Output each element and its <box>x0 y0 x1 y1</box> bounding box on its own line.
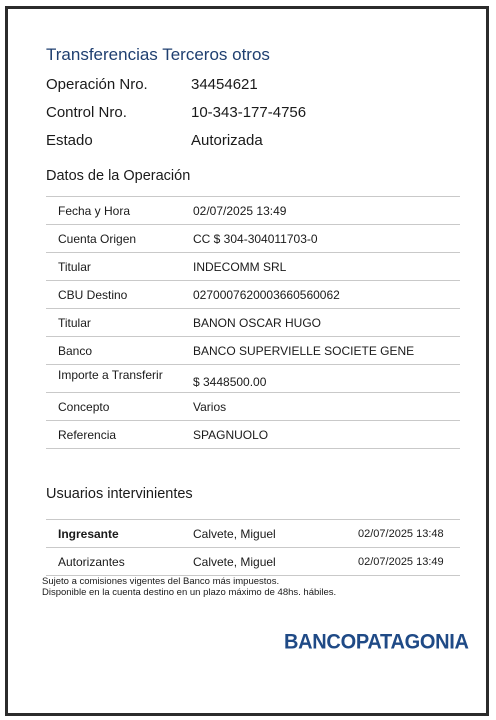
operation-number-label: Operación Nro. <box>46 76 148 93</box>
table-row <box>46 519 460 547</box>
status-label: Estado <box>46 132 93 149</box>
users-section-title: Usuarios intervinientes <box>46 486 193 502</box>
receipt-frame <box>5 6 489 716</box>
receipt-title: Transferencias Terceros otros <box>46 45 270 64</box>
row-value: INDECOMM SRL <box>193 260 287 274</box>
status-value: Autorizada <box>191 132 263 149</box>
row-label: Titular <box>58 260 91 274</box>
footnote-availability: Disponible en la cuenta destino en un plazo máximo de 48hs. hábiles. <box>42 587 337 598</box>
bank-logo: BANCOPATAGONIA <box>284 630 469 654</box>
row-value: Varios <box>193 400 227 414</box>
control-number-label: Control Nro. <box>46 104 127 121</box>
table-row <box>46 280 460 308</box>
table-row <box>46 364 460 392</box>
table-row <box>46 252 460 280</box>
row-label: Fecha y Hora <box>58 204 131 218</box>
row-value: 02/07/2025 13:49 <box>193 204 287 218</box>
table-row <box>46 336 460 364</box>
table-row <box>46 420 460 449</box>
table-row <box>46 547 460 576</box>
row-value: 0270007620003660560062 <box>193 288 340 302</box>
footnote-commissions: Sujeto a comisiones vigentes del Banco más impuestos. <box>42 576 280 587</box>
row-value: SPAGNUOLO <box>193 428 269 442</box>
row-value: CC $ 304-304011703-0 <box>193 232 318 246</box>
operation-section-title: Datos de la Operación <box>46 168 191 184</box>
table-row <box>46 196 460 224</box>
row-value: BANON OSCAR HUGO <box>193 316 322 330</box>
row-label: Referencia <box>58 428 117 442</box>
user-name: Calvete, Miguel <box>193 527 276 541</box>
operation-table <box>46 196 460 449</box>
table-row <box>46 392 460 420</box>
user-datetime: 02/07/2025 13:49 <box>358 556 444 568</box>
row-label: Cuenta Origen <box>58 232 137 246</box>
user-role: Autorizantes <box>58 555 125 569</box>
row-label: CBU Destino <box>58 288 128 302</box>
table-row <box>46 224 460 252</box>
control-number-value: 10-343-177-4756 <box>191 104 307 121</box>
operation-number-value: 34454621 <box>191 76 258 93</box>
user-name: Calvete, Miguel <box>193 555 276 569</box>
receipt-content <box>28 9 468 713</box>
row-label: Importe a Transferir <box>58 368 163 382</box>
user-datetime: 02/07/2025 13:48 <box>358 528 444 540</box>
users-table <box>46 519 460 576</box>
table-row <box>46 308 460 336</box>
row-value: $ 3448500.00 <box>193 375 267 389</box>
user-role: Ingresante <box>58 527 119 541</box>
row-value: BANCO SUPERVIELLE SOCIETE GENE <box>193 344 415 358</box>
row-label: Banco <box>58 344 93 358</box>
row-label: Concepto <box>58 400 110 414</box>
row-label: Titular <box>58 316 91 330</box>
